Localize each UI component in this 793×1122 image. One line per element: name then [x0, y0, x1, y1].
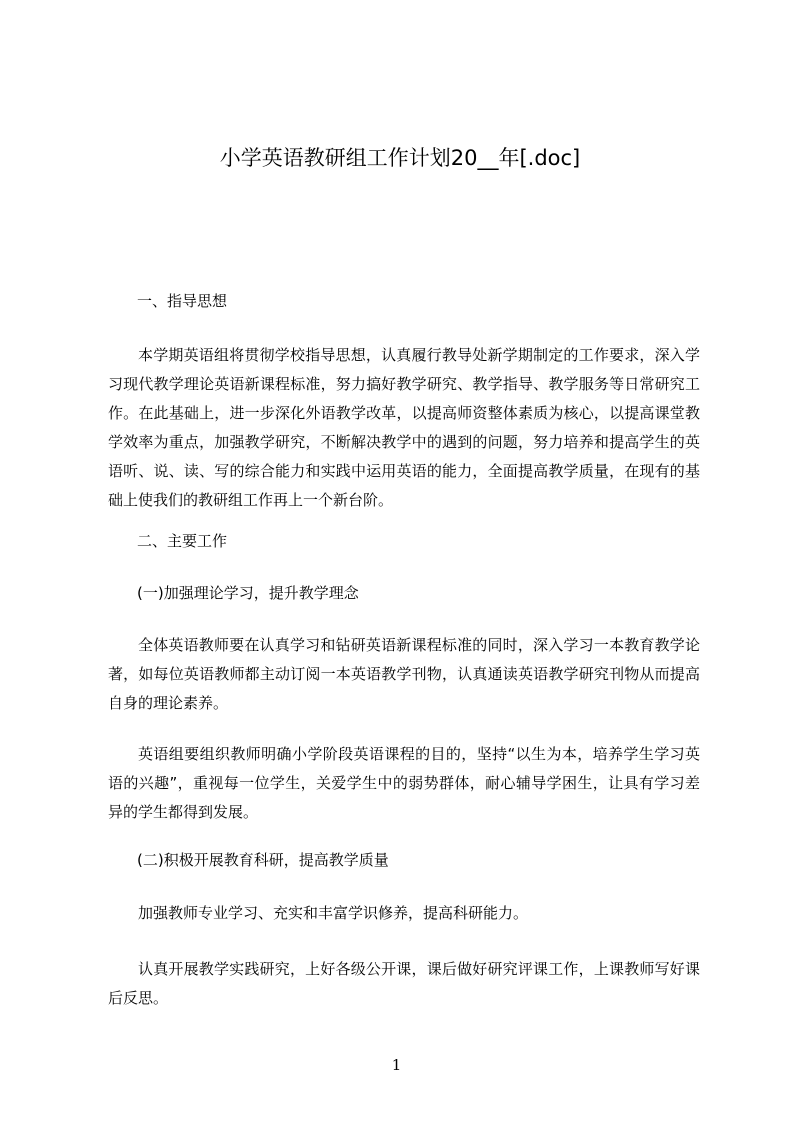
subsection-heading-research: (二)积极开展教育科研，提高教学质量 — [137, 851, 389, 869]
section-heading-guiding-ideology: 一、指导思想 — [137, 292, 228, 310]
paragraph-teaching-practice: 认真开展教学实践研究，上好各级公开课，课后做好研究评课工作，上课教师写好课后反思。 — [108, 960, 700, 1007]
section-heading-main-work: 二、主要工作 — [137, 532, 228, 550]
paragraph-professional-study: 加强教师专业学习、充实和丰富学识修养，提高科研能力。 — [138, 904, 529, 922]
paragraph-student-focus: 英语组要组织教师明确小学阶段英语课程的目的，坚持“以生为本，培养学生学习英语的兴趣”，重视每一位学生，关爱学生中的弱势群体，耐心辅导学困生，让具有学习差异的学生都得到发展。 — [108, 745, 700, 821]
document-title: 小学英语教研组工作计划20__年[.doc] — [219, 146, 581, 170]
page-number: 1 — [391, 1056, 402, 1074]
paragraph-theory-study: 全体英语教师要在认真学习和钻研英语新课程标准的同时，深入学习一本教育教学论著，如每位英语教师都主动订阅一本英语教学刊物，认真通读英语教学研究刊物从而提高自身的理论素养。 — [108, 636, 700, 712]
paragraph-guiding-ideology: 本学期英语组将贯彻学校指导思想，认真履行教导处新学期制定的工作要求，深入学习现代教学理论英语新课程标准，努力搞好教学研究、教学指导、教学服务等日常研究工作。在此基础上，进一步深化外语教学改革，以提高师资整体素质为核心，以提高课堂教学效率为重点，加强教学研究，不断解决教学中的遇到的问题，努力培养和提高学生的英语听、说、读、写的综合能力和实践中运用英语的能力，全面提高教学质量，在现有的基础上使我们的教研组工作再上一个新台阶。 — [108, 346, 700, 509]
subsection-heading-theory-study: (一)加强理论学习，提升教学理念 — [137, 584, 359, 602]
